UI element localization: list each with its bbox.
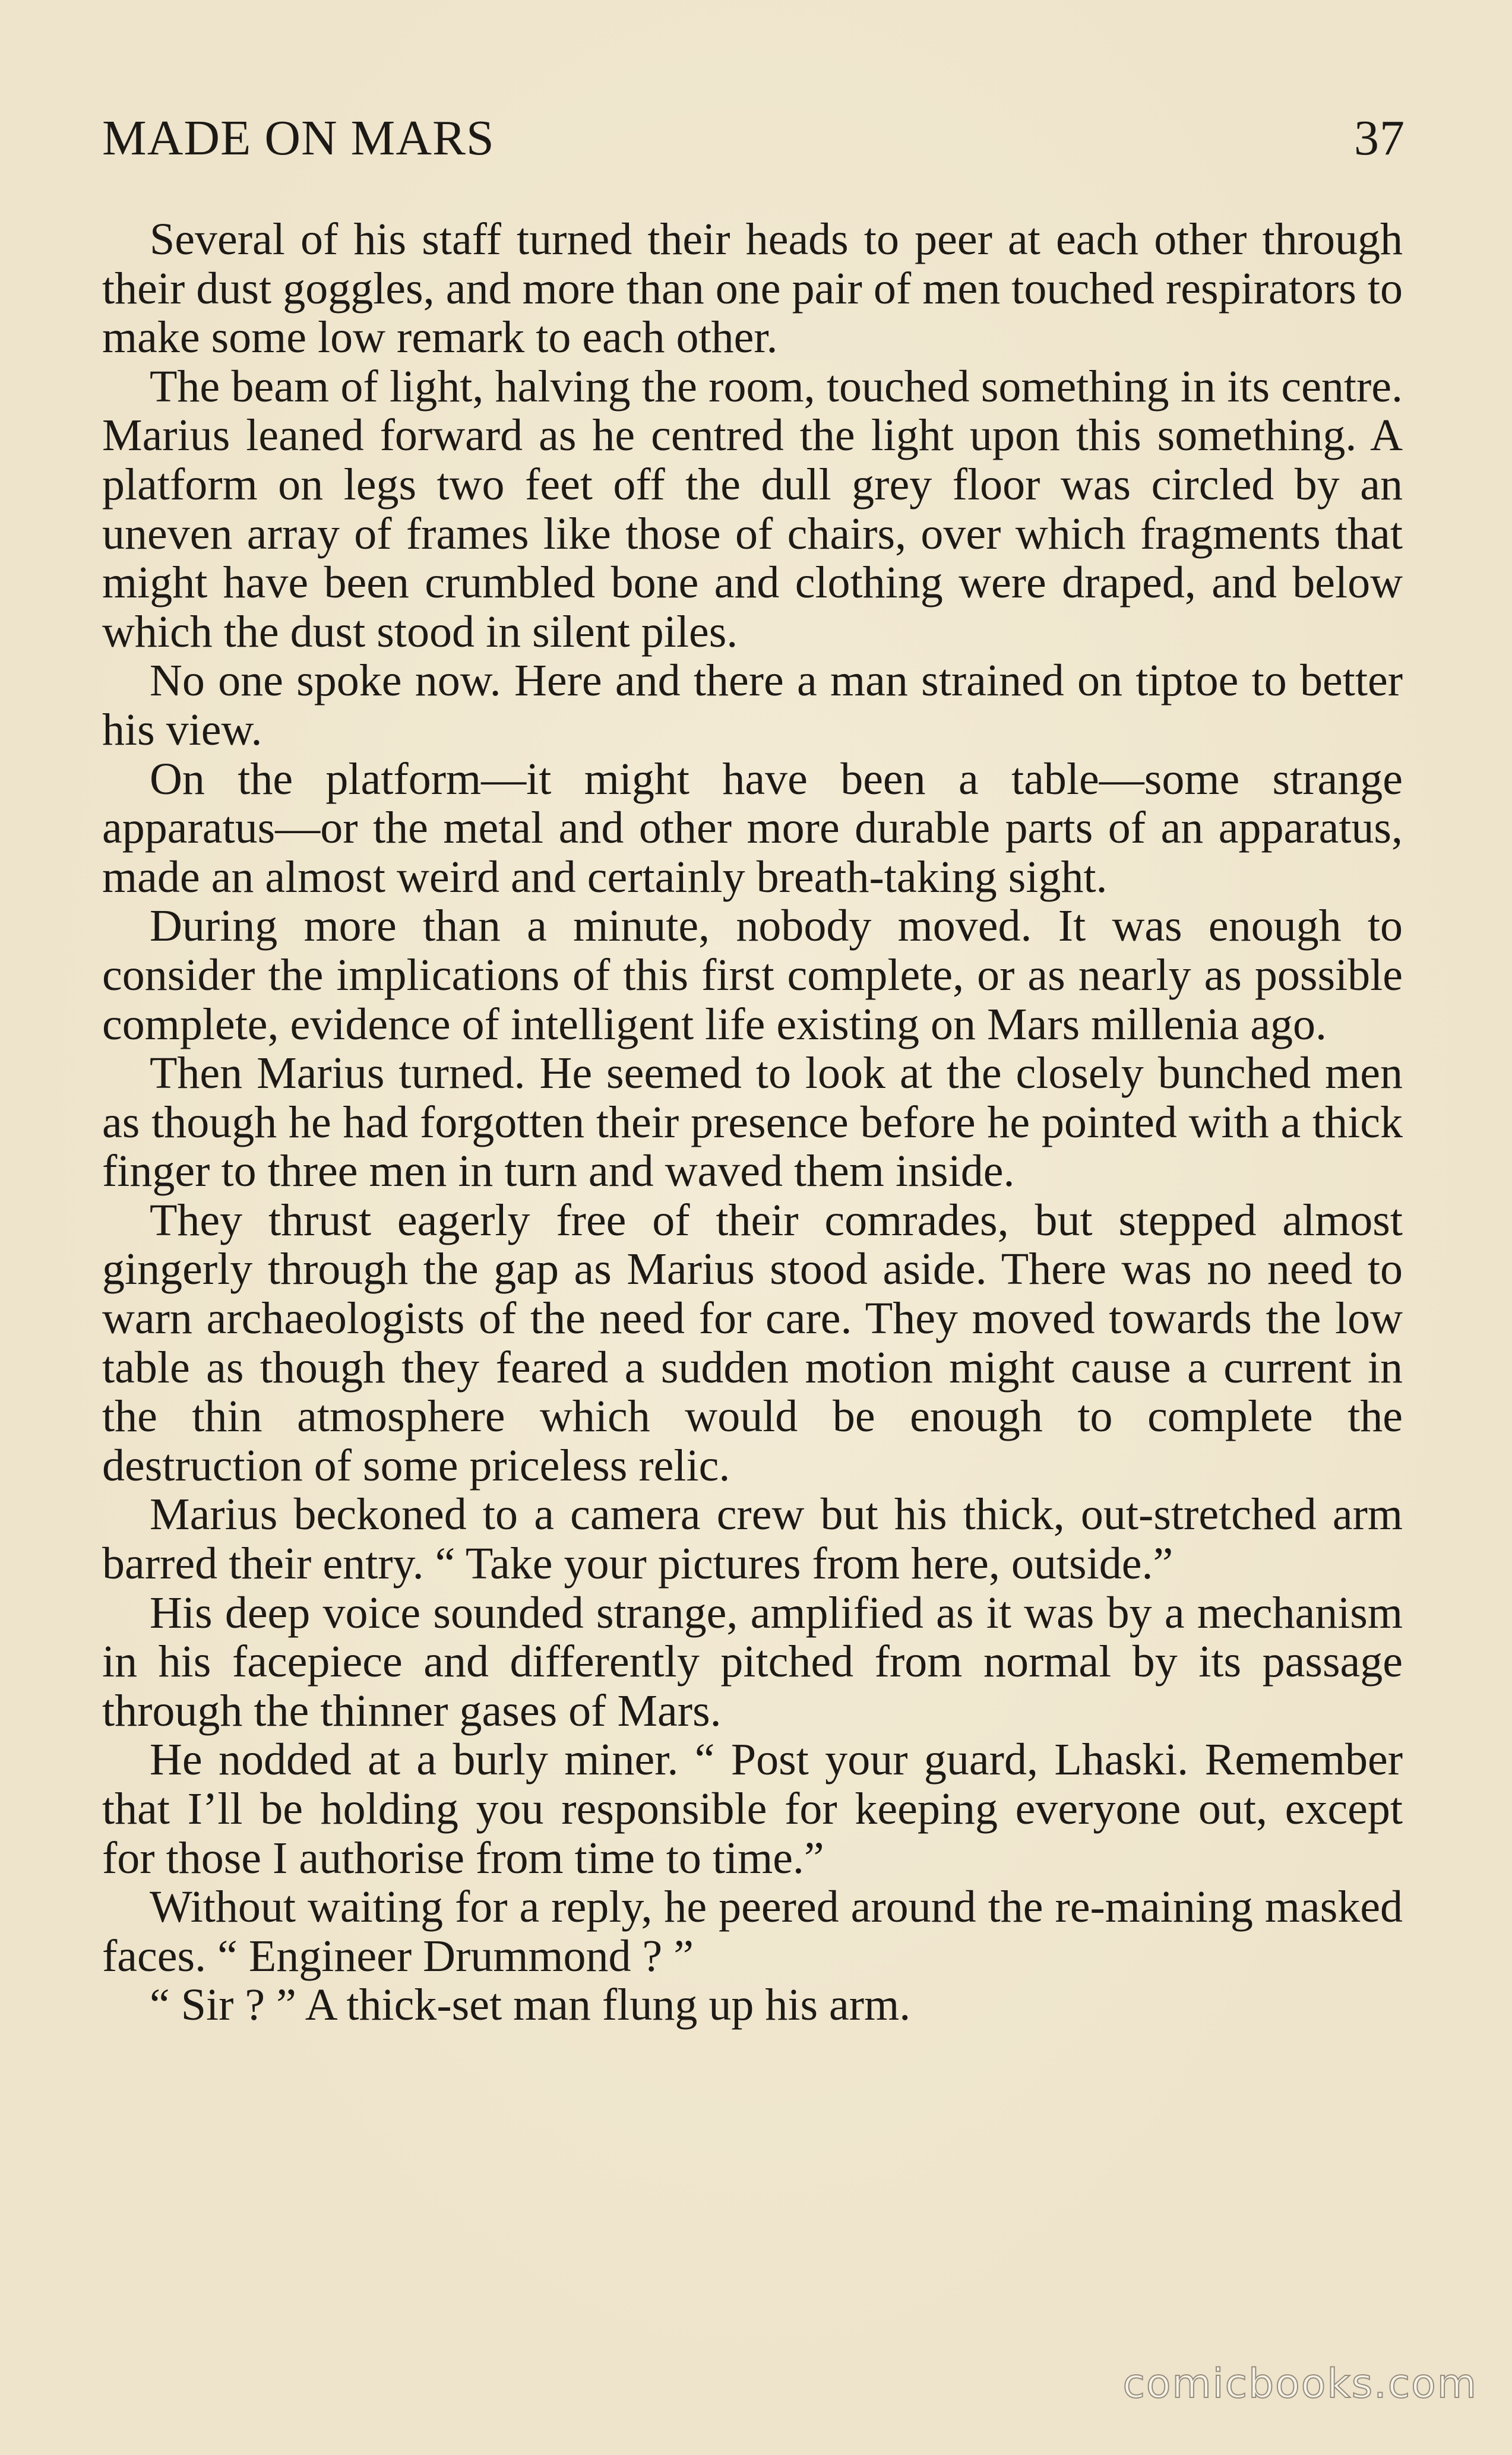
watermark-logo: comicbooks.com (1122, 2361, 1478, 2407)
paragraph: Marius beckoned to a camera crew but his thick, out-stretched arm barred their entry. “ Take your pictures from here, outside.” (102, 1489, 1403, 1589)
paragraph: His deep voice sounded strange, amplified as it was by a mechanism in his facepiece and differently pitched from normal by its passage through the thinner gases of Mars. (102, 1587, 1403, 1736)
paragraph: They thrust eagerly free of their comrades, but stepped almost gingerly through the gap as Marius stood aside. There was no need to warn archaeologists of the need for care. They moved towards the low table as though they feared a sudden motion might cause a current in the thin atmosphere which would be enough to complete the destruction of some priceless relic. (102, 1195, 1403, 1491)
body-text (102, 215, 1403, 2030)
paragraph: Then Marius turned. He seemed to look at the closely bunched men as though he had forgotten their presence before he pointed with a thick finger to three men in turn and waved them inside. (102, 1048, 1403, 1197)
paragraph: During more than a minute, nobody moved. It was enough to consider the implications of this first complete, or as nearly as possible complete, evidence of intelligent life existing on Mars millenia ago. (102, 901, 1403, 1049)
paragraph: On the platform—it might have been a table—some strange apparatus—or the metal and other more durable parts of an apparatus, made an almost weird and certainly breath-taking sight. (102, 754, 1403, 902)
paragraph: He nodded at a burly miner. “ Post your guard, Lhaski. Remember that I’ll be holding you responsible for keeping everyone out, except for those I authorise from time to time.” (102, 1735, 1403, 1883)
book-title: MADE ON MARS (102, 110, 495, 166)
paragraph: Several of his staff turned their heads to peer at each other through their dust goggles, and more than one pair of men touched respirators to make some low remark to each other. (102, 214, 1403, 363)
paragraph: The beam of light, halving the room, touched something in its centre. Marius leaned forward as he centred the light upon this something. A platform on legs two feet off the dull grey floor was circled by an uneven array of frames like those of chairs, over which fragments that might have been crumbled bone and clothing were draped, and below which the dust stood in silent piles. (102, 361, 1403, 657)
paragraph: Without waiting for a reply, he peered around the re-maining masked faces. “ Engineer Drummond ? ” (102, 1882, 1403, 1981)
running-header (102, 106, 1405, 171)
paragraph: “ Sir ? ” A thick-set man flung up his arm. (150, 1980, 911, 2030)
paragraph: No one spoke now. Here and there a man strained on tiptoe to better his view. (102, 656, 1403, 755)
page-number: 37 (1354, 110, 1405, 166)
